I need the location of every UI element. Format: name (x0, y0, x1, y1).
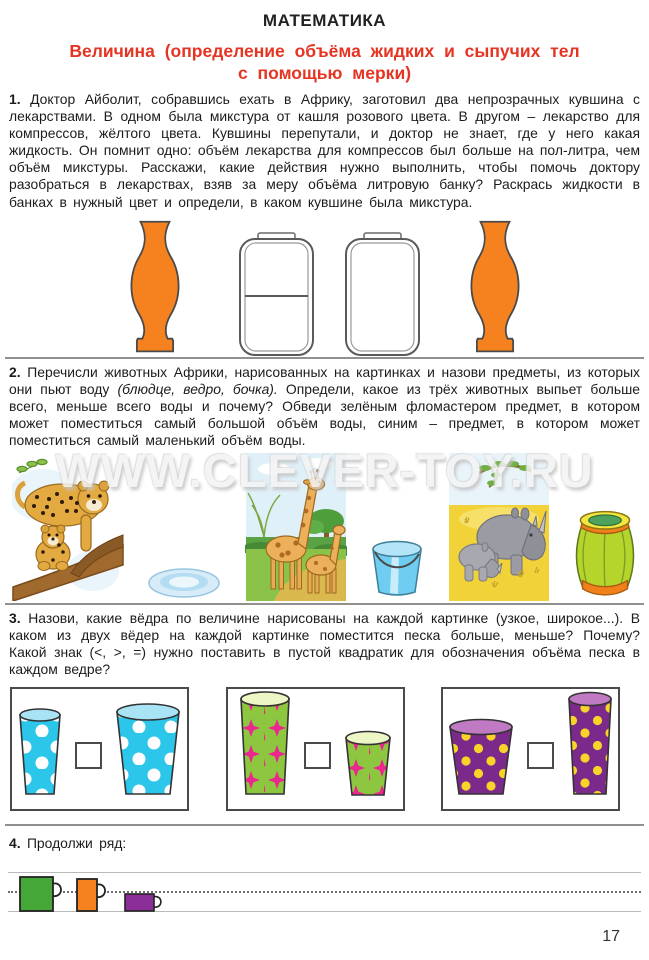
task3-number: 3. (9, 610, 21, 627)
task2-body-italic: (блюдце, ведро, бочка). (117, 380, 278, 397)
subtitle-line2: с помощью мерки) (237, 63, 412, 83)
task2-number: 2. (9, 363, 21, 380)
comparison-box-2 (226, 687, 405, 811)
wide-purple-cup-icon (447, 717, 515, 797)
answer-square[interactable] (527, 742, 554, 769)
rhinos-picture (448, 453, 550, 601)
watermark: WWW.CLEVER-TOY.RU (55, 444, 594, 498)
page-number: 17 (602, 928, 620, 945)
task4-pattern-row[interactable] (0, 866, 649, 916)
task1-text (0, 91, 649, 211)
task2-body-after: Определи, какое из трёх животных выпьет больше всего, меньше всего воды и почему? Обведи зелёным фломастером предмет, в котором может поместиться самый большой объём воды, синим – предмет, в котором может поместиться самый маленький объём воды. (9, 380, 641, 449)
giraffes-picture (245, 453, 347, 601)
short-star-cup-icon (343, 729, 393, 797)
saucer-icon[interactable] (147, 567, 221, 599)
orange-jug-icon (466, 219, 524, 355)
orange-jug-icon (126, 219, 184, 355)
task4-number: 4. (9, 834, 21, 851)
task3-body: Назови, какие вёдра по величине нарисованы на каждой картинке (узкое, широкое...). В каком из двух вёдер на каждой картинке поместится песка больше, меньше? Почему? Какой знак (<, >, =) нужно поставить в пустой квадратик для обозначения объёма песка в каждом ведре? (9, 610, 641, 678)
separator-3 (5, 824, 644, 826)
barrel-icon[interactable] (573, 507, 637, 599)
tall-purple-cup-icon (566, 689, 614, 797)
subtitle-line1: Величина (определение объёма жидких и сыпучих тел (69, 41, 580, 61)
litre-jar-marked-icon[interactable] (237, 232, 316, 357)
task2-text (0, 364, 649, 449)
bucket-icon[interactable] (370, 537, 424, 599)
task1-body: Доктор Айболит, собравшись ехать в Африку, заготовил два непрозрачных кувшина с лекарствами. В одном была микстура от кашля розового цвета. В другом – лекарство для компрессов, жёлтого цвета. Кувшины перепутали, и доктор не знает, где у него какая жидкость. Он помнит одно: объём лекарства для компрессов был больше на пол-литра, чем объём микстуры. Расскажи, какие действия нужно выполнить, чтобы помочь доктору разобраться в лекарствах, взяв за меру объёма литровую банку? Раскрась жидкости в банках в нужный цвет и определи, в каком кувшине была микстура. (9, 91, 641, 210)
task3-images (0, 687, 649, 811)
green-mug-icon (19, 876, 65, 912)
writing-line-top (8, 872, 641, 873)
task4-label-row (0, 835, 649, 852)
task2-images (0, 444, 649, 603)
answer-square[interactable] (304, 742, 331, 769)
litre-jar-icon[interactable] (343, 232, 422, 357)
separator-1 (5, 357, 644, 359)
comparison-box-3 (441, 687, 620, 811)
answer-square[interactable] (75, 742, 102, 769)
page-title: МАТЕМАТИКА (262, 11, 387, 30)
comparison-box-1 (10, 687, 189, 811)
narrow-dotted-cup-icon (17, 705, 63, 797)
task3-text (0, 610, 649, 678)
task4-label: Продолжи ряд: (26, 834, 127, 851)
tall-star-cup-icon (238, 689, 292, 797)
section-subtitle (0, 40, 649, 84)
leopards-picture (12, 453, 124, 601)
purple-mug-icon (124, 893, 166, 912)
orange-mug-icon (76, 878, 109, 912)
task1-number: 1. (9, 91, 21, 107)
task2-body-before: Перечисли животных Африки, нарисованных на картинках и назови предметы, из которых они пьют воду (9, 363, 641, 397)
wide-dotted-cup-icon (114, 701, 182, 797)
task1-images (0, 216, 649, 357)
separator-2 (5, 603, 644, 605)
